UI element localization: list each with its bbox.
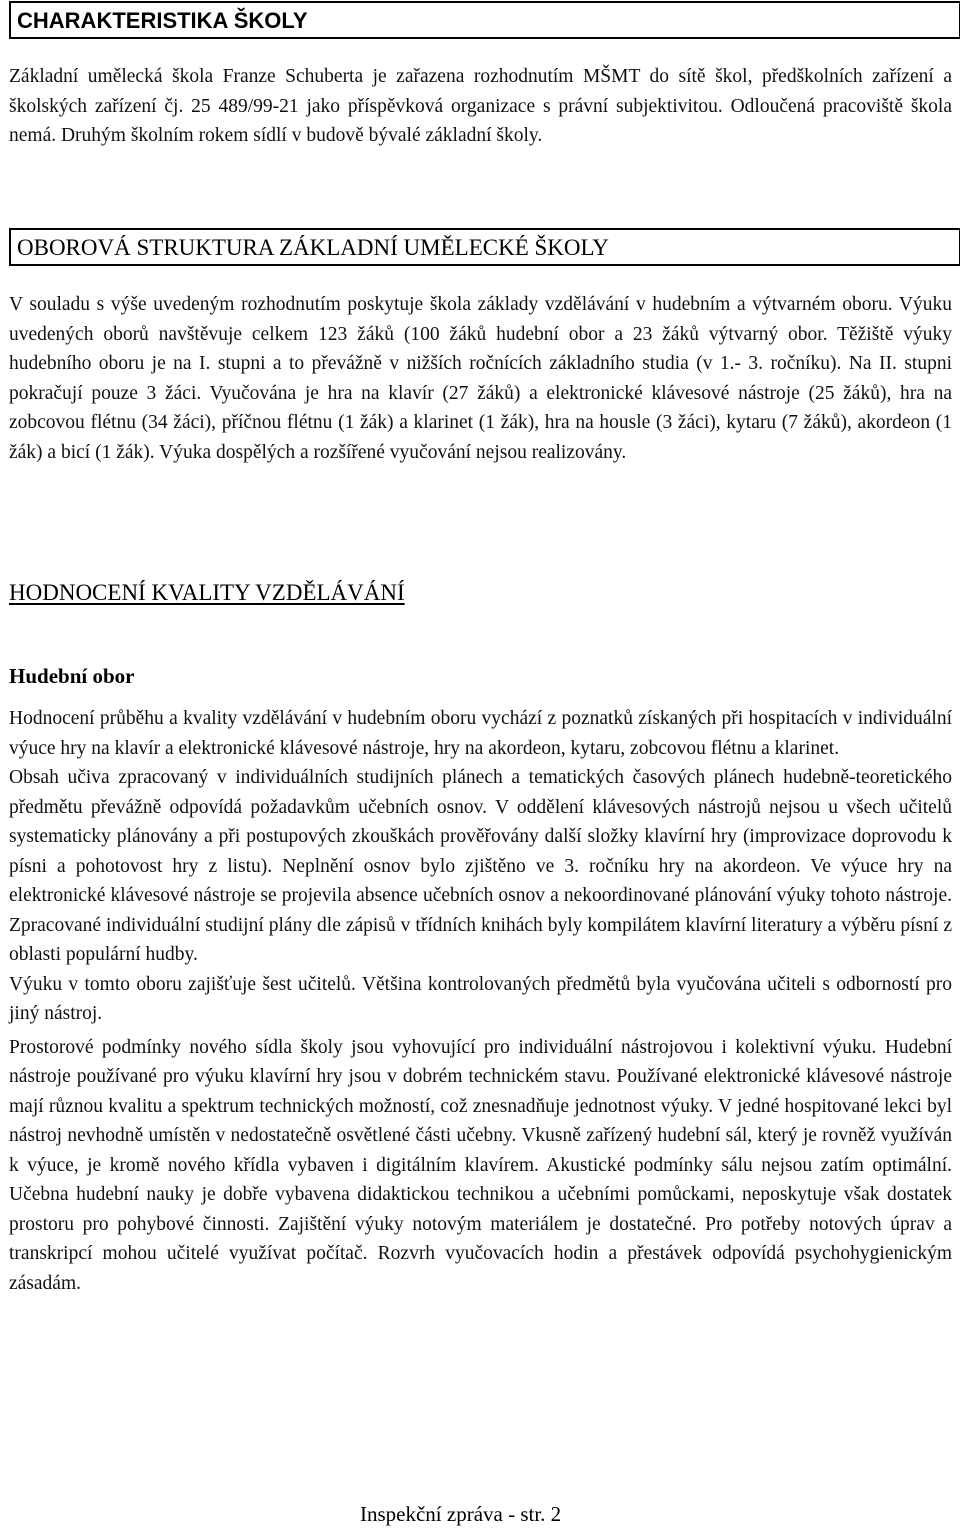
paragraph: Hodnocení průběhu a kvality vzdělávání v hudebním oboru vychází z poznatků získaných při hospitacích v individuální výuce hry na klavír a elektronické klávesové nástroje, hry na akordeon, kytaru, zobcovou flétnu a klarinet. — [9, 708, 952, 759]
paragraph-block-field-structure — [9, 290, 952, 467]
paragraph: Prostorové podmínky nového sídla školy jsou vyhovující pro individuální nástrojovou i kolektivní výuku. Hudební nástroje používané pro výuku klavírní hry jsou v dobrém technickém stavu. Používané elektronické klávesové nástroje mají různou kvalitu a spektrum technických možností, což znesnadňuje jednotnost výuky. V jedné hospitované lekci byl nástroj nevhodně umístěn v nedostatečně osvětlené části učebny. Vkusně zařízený hudební sál, který je rovněž využíván k výuce, je kromě nového křídla vybaven i digitálním klavírem. Akustické podmínky sálu nejsou zatím optimální. Učebna hudební nauky je dobře vybavena didaktickou technikou a učebními pomůckami, neposkytuje však dostatek prostoru pro pohybové činnosti. Zajištění výuky notovým materiálem je dostatečné. Pro potřeby notových úprav a transkripcí mohou učitelé využívat počítač. Rozvrh vyučovacích hodin a přestávek odpovídá psychohygienickým zásadám. — [9, 1036, 952, 1294]
paragraph: Základní umělecká škola Franze Schuberta je zařazena rozhodnutím MŠMT do sítě škol, předškolních zařízení a školských zařízení čj. 25 489/99-21 jako příspěvková organizace s právní subjektivitou. Odloučená pracoviště škola nemá. Druhým školním rokem sídlí v budově bývalé základní školy. — [9, 66, 952, 146]
section-heading-characteristics: CHARAKTERISTIKA ŠKOLY — [9, 1, 960, 39]
paragraph: V souladu s výše uvedeným rozhodnutím poskytuje škola základy vzdělávání v hudebním a výtvarném oboru. Výuku uvedených oborů navštěvuje celkem 123 žáků (100 žáků hudební obor a 23 žáků výtvarný obor. Těžiště výuky hudebního oboru je na I. stupni a to převážně v nižších ročnících základního studia (v 1.- 3. ročníku). Na II. stupni pokračují pouze 3 žáci. Vyučována je hra na klavír (27 žáků) a elektronické klávesové nástroje (25 žáků), hra na zobcovou flétnu (34 žáci), příčnou flétnu (1 žák) a klarinet (1 žák), hra na housle (3 žáci), kytaru (7 žáků), akordeon (1 žák) a bicí (1 žák). Výuka dospělých a rozšířené vyučování nejsou realizovány. — [9, 294, 952, 463]
sub-heading-music-field: Hudební obor — [9, 664, 135, 688]
page-footer: Inspekční zpráva - str. 2 — [360, 1502, 562, 1526]
section-heading-quality: HODNOCENÍ KVALITY VZDĚLÁVÁNÍ — [9, 580, 405, 605]
paragraph-block-characteristics — [9, 62, 952, 151]
paragraph: Obsah učiva zpracovaný v individuálních studijních plánech a tematických časových plánech hudebně-teoretického předmětu převážně odpovídá požadavkům učebních osnov. V oddělení klávesových nástrojů nejsou u všech učitelů systematicky plánovány a při postupových zkouškách prověřovány další složky klavírní hry (improvizace doprovodu k písni a pohotovost hry z listu). Neplnění osnov bylo zjištěno ve 3. ročníku hry na akordeon. Ve výuce hry na elektronické klávesové nástroje se projevila absence učebních osnov a nekoordinované plánování výuky tohoto nástroje. Zpracované individuální studijní plány dle zápisů v třídních knihách byly kompilátem klavírní literatury a výběru písní z oblasti populární hudby. — [9, 767, 952, 965]
section-heading-field-structure: OBOROVÁ STRUKTURA ZÁKLADNÍ UMĚLECKÉ ŠKOLY — [9, 228, 960, 266]
paragraph: Výuku v tomto oboru zajišťuje šest učitelů. Většina kontrolovaných předmětů byla vyučována učiteli s odborností pro jiný nástroj. — [9, 973, 952, 1024]
paragraph-block-quality — [9, 704, 952, 1298]
